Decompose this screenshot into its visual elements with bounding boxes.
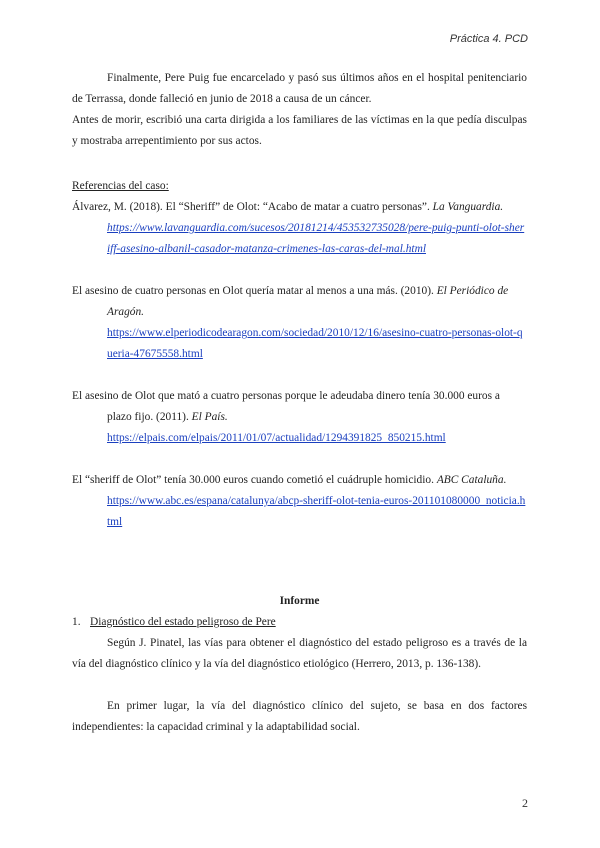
reference-source: El Periódico de Aragón. (107, 285, 509, 318)
reference-text: El asesino de cuatro personas en Olot quería matar al menos a una más. (2010). (72, 285, 437, 297)
informe-paragraph-2: En primer lugar, la vía del diagnóstico clínico del sujeto, se basa en dos factores independientes: la capacidad criminal y la adaptabilidad social. (72, 700, 527, 733)
reference-item (72, 281, 527, 365)
references-section (72, 176, 527, 533)
reference-text: Álvarez, M. (2018). El “Sheriff” de Olot: “Acabo de matar a cuatro personas”. (72, 201, 433, 213)
reference-item (72, 197, 527, 260)
reference-source: La Vanguardia. (432, 201, 504, 213)
reference-source: El País. (191, 411, 228, 423)
reference-item (72, 470, 527, 533)
reference-link[interactable]: https://www.abc.es/espana/catalunya/abcp-sheriff-olot-tenia-euros-201101080000_noticia.html (107, 495, 526, 528)
section-title: Informe (279, 595, 320, 607)
reference-link[interactable]: https://www.lavanguardia.com/sucesos/20181214/453532735028/pere-puig-punti-olot-sheriff-asesino-albanil-casador-matanza-crimenes-las-caras-del-mal.html (107, 222, 525, 255)
reference-item (72, 386, 527, 449)
list-number: 1. (72, 616, 81, 628)
informe-section (72, 591, 527, 738)
reference-text: El asesino de Olot que mató a cuatro personas porque le adeudaba dinero tenía 30.000 euros a plazo fijo. (2011). (72, 390, 500, 423)
running-header: Práctica 4. PCD (449, 33, 528, 45)
page-number: 2 (522, 796, 528, 810)
intro-section (72, 68, 527, 152)
reference-source: ABC Cataluña. (436, 474, 507, 486)
numbered-heading (72, 612, 527, 633)
references-heading: Referencias del caso: (72, 180, 169, 192)
informe-paragraph-1: Según J. Pinatel, las vías para obtener el diagnóstico del estado peligroso es a través de la vía del diagnóstico clínico y la vía del diagnóstico etiológico (Herrero, 2013, p. 136-138). (72, 637, 527, 670)
reference-link[interactable]: https://www.elperiodicodearagon.com/sociedad/2010/12/16/asesino-cuatro-personas-olot-queria-47675558.html (107, 327, 523, 360)
reference-link[interactable]: https://elpais.com/elpais/2011/01/07/actualidad/1294391825_850215.html (107, 432, 446, 444)
intro-paragraph-1: Finalmente, Pere Puig fue encarcelado y pasó sus últimos años en el hospital penitenciario de Terrassa, donde falleció en junio de 2018 a causa de un cáncer. (72, 72, 527, 105)
intro-paragraph-2: Antes de morir, escribió una carta dirigida a los familiares de las víctimas en la que pedía disculpas y mostraba arrepentimiento por sus actos. (72, 114, 527, 147)
reference-text: El “sheriff de Olot” tenía 30.000 euros cuando cometió el cuádruple homicidio. (72, 474, 437, 486)
spacer (72, 675, 527, 696)
subsection-title: Diagnóstico del estado peligroso de Pere (90, 616, 276, 628)
